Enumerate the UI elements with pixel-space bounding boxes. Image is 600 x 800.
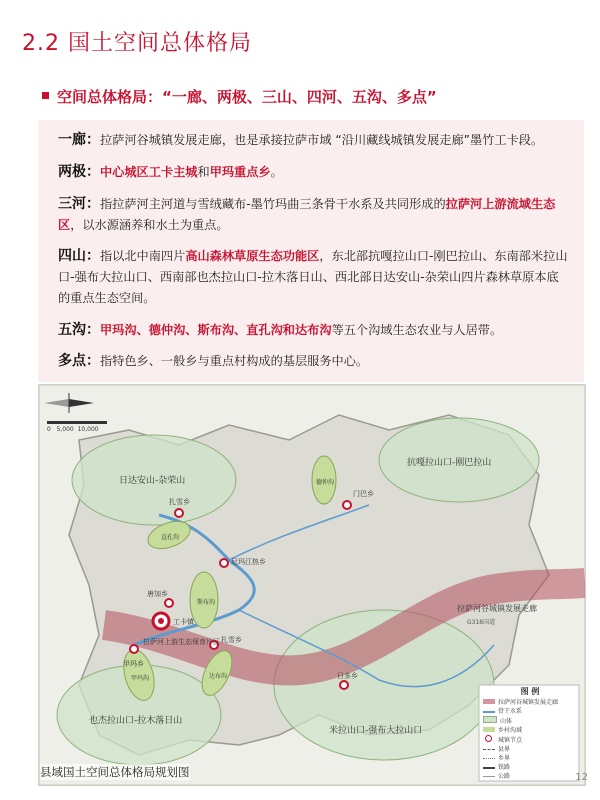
legend-item: 拉萨河谷城镇发展走廊 xyxy=(483,698,577,707)
paragraph-text: ，东北部抗嘎拉山口-刚巴拉山、东南部米拉山口-强布大拉山口、西南部也杰拉山口-拉木落日山、西北部日达安山-杂荣山四片森林草原本底的重点生态空间。 xyxy=(58,249,568,305)
legend-item: 铁路 xyxy=(483,763,577,772)
paragraph-sanhe xyxy=(58,194,568,236)
paragraph-liangji xyxy=(58,162,568,183)
map-label: 拉萨河上游生态保育片区 xyxy=(143,638,220,646)
map-label: G318国道 xyxy=(467,619,496,626)
node-gongka-core xyxy=(158,618,164,624)
map-label: 扎雪乡 xyxy=(169,498,190,506)
paragraph-duodian xyxy=(58,351,568,372)
scale-labels xyxy=(47,426,99,433)
map-label: 抗嘎拉山口-刚巴拉山 xyxy=(407,458,492,468)
node-jiama xyxy=(130,645,138,653)
paragraph-yilang xyxy=(58,130,568,151)
node-rido xyxy=(340,681,348,689)
page-number: 12 xyxy=(575,772,588,783)
legend-title: 图 例 xyxy=(520,687,540,696)
paragraph-key: 多点： xyxy=(58,353,100,369)
paragraph-key: 五沟： xyxy=(58,322,100,338)
map-label: 日多乡 xyxy=(337,672,358,680)
pattern-description-panel xyxy=(38,120,584,382)
map-label: 甲玛沟 xyxy=(131,675,150,682)
map-legend xyxy=(483,687,577,781)
map-label: 直孔沟 xyxy=(161,534,180,541)
map-label: 扎雪乡 xyxy=(221,636,242,644)
paragraph-key: 一廊： xyxy=(58,132,100,148)
highlight-text: 甲玛沟、德仲沟、斯布沟、直孔沟和达布沟 xyxy=(100,323,332,337)
north-arrow-icon xyxy=(44,393,94,413)
map-label: 也杰拉山口-拉木落日山 xyxy=(89,716,183,726)
map-caption: 县域国土空间总体格局规划图 xyxy=(40,765,190,779)
scale-label: 10,000 xyxy=(77,426,99,433)
square-bullet-icon xyxy=(42,92,49,99)
subheading-text: 空间总体格局：“一廊、两极、三山、四河、五沟、多点” xyxy=(57,88,437,106)
map-label: 门巴乡 xyxy=(353,490,374,498)
paragraph-text: 和 xyxy=(197,165,210,179)
map-label: 德仲沟 xyxy=(316,479,335,486)
page-title: 2.2 国土空间总体格局 xyxy=(22,31,252,56)
legend-item: 县界 xyxy=(483,745,577,754)
map-label: 工卡镇 xyxy=(173,618,194,626)
legend-item: 公路 xyxy=(483,772,577,781)
paragraph-text: 指以北中南四片 xyxy=(100,249,186,263)
map-label: 尼玛江热乡 xyxy=(231,558,266,566)
paragraph-sishan xyxy=(58,246,568,309)
paragraph-text: 。 xyxy=(270,165,283,179)
section-subheading xyxy=(42,86,437,107)
paragraph-text: 拉萨河谷城镇发展走廊，也是承接拉萨市域 “沿川藏线城镇发展走廊”墨竹工卡段。 xyxy=(100,133,544,147)
map-label: 唐加乡 xyxy=(147,590,168,598)
spatial-pattern-map xyxy=(38,384,586,786)
paragraph-text: ，以水源涵养和水土为重点。 xyxy=(70,218,229,232)
map-label: 米拉山口-强布大拉山口 xyxy=(329,726,423,736)
scale-label: 5,000 xyxy=(56,426,74,433)
legend-item: 骨干水系 xyxy=(483,707,577,716)
scale-bar xyxy=(47,421,107,424)
node-menba xyxy=(343,501,351,509)
paragraph-text: 等五个沟域生态农业与人居带。 xyxy=(331,323,503,337)
legend-item: 乡界 xyxy=(483,754,577,763)
map-label: 拉萨河谷城镇发展走廊 xyxy=(457,604,537,613)
map-label: 斯布沟 xyxy=(197,599,216,606)
legend-item: 山体 xyxy=(483,716,577,726)
highlight-text: 高山森林草原生态功能区 xyxy=(185,249,320,263)
legend-item: 乡村沟域 xyxy=(483,726,577,735)
paragraph-key: 四山： xyxy=(58,248,100,264)
scale-label: 0 xyxy=(47,426,51,433)
legend-item: 城镇节点 xyxy=(483,735,577,745)
paragraph-key: 三河： xyxy=(58,196,100,212)
map-label: 达布沟 xyxy=(209,673,228,680)
node-zhakong xyxy=(175,509,183,517)
node-tangjia xyxy=(165,599,173,607)
paragraph-text: 指拉萨河主河道与雪绒藏布-墨竹玛曲三条骨干水系及共同形成的 xyxy=(100,197,446,211)
paragraph-text: 指特色乡、一般乡与重点村构成的基层服务中心。 xyxy=(100,354,369,368)
highlight-text: 中心城区工卡主城 xyxy=(100,165,198,179)
paragraph-wugou xyxy=(58,320,568,341)
paragraph-key: 两极： xyxy=(58,164,100,180)
highlight-text: 拉萨河上游流域生态区 xyxy=(58,197,556,232)
map-label: 日达安山-杂荣山 xyxy=(119,476,186,486)
highlight-text: 甲玛重点乡 xyxy=(209,165,271,179)
node-nima xyxy=(220,559,228,567)
map-label: 甲玛乡 xyxy=(123,660,144,668)
